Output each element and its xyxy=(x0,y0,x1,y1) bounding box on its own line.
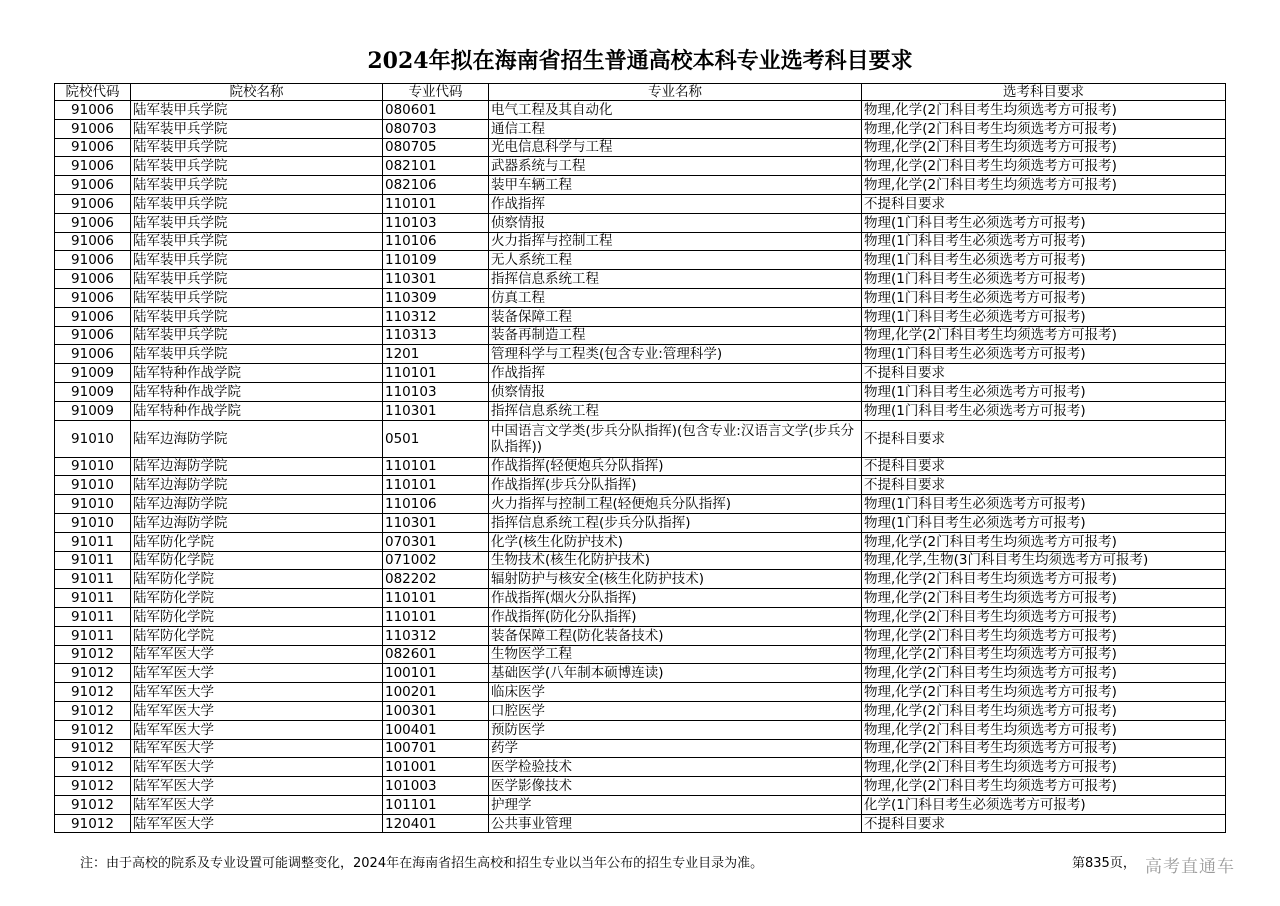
table-row xyxy=(55,101,1226,120)
watermark: 高考直通车 xyxy=(1145,857,1235,877)
cell-major-name: 无人系统工程 xyxy=(489,251,862,270)
cell-school-name: 陆军防化学院 xyxy=(131,532,383,551)
table-row xyxy=(55,251,1226,270)
table-row xyxy=(55,288,1226,307)
cell-school-code: 91006 xyxy=(55,101,131,120)
cell-school-code: 91012 xyxy=(55,814,131,833)
cell-major-code: 100401 xyxy=(383,720,489,739)
cell-school-name: 陆军军医大学 xyxy=(131,814,383,833)
cell-major-name: 生物医学工程 xyxy=(489,645,862,664)
table-row xyxy=(55,270,1226,289)
cell-school-name: 陆军装甲兵学院 xyxy=(131,213,383,232)
cell-school-code: 91010 xyxy=(55,420,131,457)
cell-school-code: 91012 xyxy=(55,777,131,796)
cell-major-code: 110312 xyxy=(383,307,489,326)
table-row xyxy=(55,532,1226,551)
cell-subject-requirement: 物理(1门科目考生必须选考方可报考) xyxy=(862,288,1226,307)
cell-major-name: 火力指挥与控制工程(轻便炮兵分队指挥) xyxy=(489,495,862,514)
cell-major-code: 110101 xyxy=(383,457,489,476)
table-row xyxy=(55,513,1226,532)
cell-school-name: 陆军军医大学 xyxy=(131,795,383,814)
cell-major-name: 侦察情报 xyxy=(489,213,862,232)
cell-school-code: 91006 xyxy=(55,213,131,232)
cell-major-code: 101003 xyxy=(383,777,489,796)
cell-major-name: 武器系统与工程 xyxy=(489,157,862,176)
cell-school-name: 陆军防化学院 xyxy=(131,589,383,608)
cell-major-code: 1201 xyxy=(383,345,489,364)
cell-school-code: 91012 xyxy=(55,739,131,758)
cell-school-code: 91012 xyxy=(55,664,131,683)
cell-school-name: 陆军装甲兵学院 xyxy=(131,194,383,213)
cell-school-code: 91011 xyxy=(55,532,131,551)
cell-subject-requirement: 物理,化学(2门科目考生均须选考方可报考) xyxy=(862,157,1226,176)
cell-major-code: 110309 xyxy=(383,288,489,307)
cell-school-name: 陆军特种作战学院 xyxy=(131,382,383,401)
cell-subject-requirement: 物理,化学(2门科目考生均须选考方可报考) xyxy=(862,119,1226,138)
cell-major-name: 装备保障工程(防化装备技术) xyxy=(489,626,862,645)
cell-subject-requirement: 不提科目要求 xyxy=(862,814,1226,833)
cell-school-name: 陆军装甲兵学院 xyxy=(131,326,383,345)
cell-major-code: 110301 xyxy=(383,270,489,289)
cell-major-name: 作战指挥(步兵分队指挥) xyxy=(489,476,862,495)
cell-major-name: 医学影像技术 xyxy=(489,777,862,796)
table-row xyxy=(55,645,1226,664)
table-row xyxy=(55,457,1226,476)
cell-subject-requirement: 不提科目要求 xyxy=(862,194,1226,213)
table-row xyxy=(55,701,1226,720)
cell-subject-requirement: 物理,化学(2门科目考生均须选考方可报考) xyxy=(862,607,1226,626)
cell-school-name: 陆军特种作战学院 xyxy=(131,364,383,383)
cell-major-name: 口腔医学 xyxy=(489,701,862,720)
cell-school-code: 91011 xyxy=(55,607,131,626)
cell-school-name: 陆军军医大学 xyxy=(131,683,383,702)
table-row xyxy=(55,364,1226,383)
cell-major-code: 082106 xyxy=(383,176,489,195)
cell-school-code: 91010 xyxy=(55,495,131,514)
cell-subject-requirement: 物理(1门科目考生必须选考方可报考) xyxy=(862,513,1226,532)
cell-major-code: 082202 xyxy=(383,570,489,589)
table-row xyxy=(55,326,1226,345)
cell-subject-requirement: 物理,化学,生物(3门科目考生均须选考方可报考) xyxy=(862,551,1226,570)
cell-major-name: 药学 xyxy=(489,739,862,758)
cell-school-name: 陆军军医大学 xyxy=(131,701,383,720)
table-row xyxy=(55,626,1226,645)
cell-major-code: 110312 xyxy=(383,626,489,645)
cell-school-name: 陆军边海防学院 xyxy=(131,457,383,476)
cell-major-code: 110101 xyxy=(383,364,489,383)
cell-school-code: 91006 xyxy=(55,326,131,345)
cell-major-name: 临床医学 xyxy=(489,683,862,702)
cell-major-code: 0501 xyxy=(383,420,489,457)
cell-subject-requirement: 物理,化学(2门科目考生均须选考方可报考) xyxy=(862,758,1226,777)
cell-major-code: 080705 xyxy=(383,138,489,157)
cell-major-name: 装备再制造工程 xyxy=(489,326,862,345)
cell-school-code: 91012 xyxy=(55,795,131,814)
cell-school-code: 91009 xyxy=(55,382,131,401)
cell-school-code: 91012 xyxy=(55,683,131,702)
table-row xyxy=(55,213,1226,232)
cell-major-name: 仿真工程 xyxy=(489,288,862,307)
cell-school-code: 91006 xyxy=(55,157,131,176)
cell-major-name: 公共事业管理 xyxy=(489,814,862,833)
table-row xyxy=(55,551,1226,570)
cell-major-code: 110101 xyxy=(383,194,489,213)
table-body xyxy=(55,101,1226,833)
cell-school-code: 91006 xyxy=(55,232,131,251)
cell-subject-requirement: 物理(1门科目考生必须选考方可报考) xyxy=(862,307,1226,326)
cell-school-name: 陆军装甲兵学院 xyxy=(131,138,383,157)
cell-school-name: 陆军装甲兵学院 xyxy=(131,288,383,307)
table-row xyxy=(55,683,1226,702)
header-school-name: 院校名称 xyxy=(131,84,383,101)
cell-major-code: 070301 xyxy=(383,532,489,551)
cell-school-name: 陆军边海防学院 xyxy=(131,495,383,514)
cell-school-name: 陆军装甲兵学院 xyxy=(131,251,383,270)
cell-subject-requirement: 化学(1门科目考生必须选考方可报考) xyxy=(862,795,1226,814)
cell-major-name: 生物技术(核生化防护技术) xyxy=(489,551,862,570)
cell-major-code: 082101 xyxy=(383,157,489,176)
table-row xyxy=(55,119,1226,138)
cell-subject-requirement: 物理,化学(2门科目考生均须选考方可报考) xyxy=(862,777,1226,796)
cell-subject-requirement: 不提科目要求 xyxy=(862,476,1226,495)
cell-major-code: 120401 xyxy=(383,814,489,833)
cell-school-code: 91006 xyxy=(55,138,131,157)
cell-school-name: 陆军军医大学 xyxy=(131,664,383,683)
cell-major-code: 110103 xyxy=(383,213,489,232)
cell-school-code: 91006 xyxy=(55,307,131,326)
cell-subject-requirement: 物理,化学(2门科目考生均须选考方可报考) xyxy=(862,532,1226,551)
cell-school-code: 91011 xyxy=(55,551,131,570)
cell-major-code: 082601 xyxy=(383,645,489,664)
cell-major-name: 指挥信息系统工程(步兵分队指挥) xyxy=(489,513,862,532)
cell-subject-requirement: 物理(1门科目考生必须选考方可报考) xyxy=(862,213,1226,232)
cell-major-code: 110101 xyxy=(383,476,489,495)
cell-school-name: 陆军军医大学 xyxy=(131,777,383,796)
footer-note: 注：由于高校的院系及专业设置可能调整变化，2024年在海南省招生高校和招生专业以当年公布的招生专业目录为准。 xyxy=(80,856,764,871)
table-row xyxy=(55,401,1226,420)
cell-subject-requirement: 物理,化学(2门科目考生均须选考方可报考) xyxy=(862,645,1226,664)
table-row xyxy=(55,739,1226,758)
cell-school-name: 陆军边海防学院 xyxy=(131,420,383,457)
cell-school-code: 91006 xyxy=(55,345,131,364)
cell-school-code: 91011 xyxy=(55,589,131,608)
cell-major-name: 化学(核生化防护技术) xyxy=(489,532,862,551)
cell-subject-requirement: 物理(1门科目考生必须选考方可报考) xyxy=(862,232,1226,251)
cell-major-code: 110301 xyxy=(383,513,489,532)
table-row xyxy=(55,720,1226,739)
cell-school-name: 陆军装甲兵学院 xyxy=(131,270,383,289)
cell-school-code: 91009 xyxy=(55,364,131,383)
cell-school-name: 陆军装甲兵学院 xyxy=(131,119,383,138)
cell-school-code: 91006 xyxy=(55,194,131,213)
cell-school-name: 陆军特种作战学院 xyxy=(131,401,383,420)
table-row xyxy=(55,232,1226,251)
cell-school-code: 91006 xyxy=(55,176,131,195)
cell-school-code: 91006 xyxy=(55,119,131,138)
cell-major-code: 100101 xyxy=(383,664,489,683)
cell-major-name: 作战指挥 xyxy=(489,194,862,213)
cell-major-name: 护理学 xyxy=(489,795,862,814)
cell-subject-requirement: 物理(1门科目考生必须选考方可报考) xyxy=(862,251,1226,270)
header-school-code: 院校代码 xyxy=(55,84,131,101)
cell-major-name: 医学检验技术 xyxy=(489,758,862,777)
table-row xyxy=(55,307,1226,326)
cell-school-name: 陆军装甲兵学院 xyxy=(131,345,383,364)
cell-school-code: 91010 xyxy=(55,457,131,476)
cell-major-code: 100201 xyxy=(383,683,489,702)
cell-major-code: 110103 xyxy=(383,382,489,401)
table-header-row xyxy=(55,84,1226,101)
table-row xyxy=(55,138,1226,157)
table-row xyxy=(55,194,1226,213)
cell-major-name: 光电信息科学与工程 xyxy=(489,138,862,157)
table-row xyxy=(55,176,1226,195)
cell-school-name: 陆军军医大学 xyxy=(131,720,383,739)
table-row xyxy=(55,814,1226,833)
table-row xyxy=(55,476,1226,495)
cell-major-name: 管理科学与工程类(包含专业:管理科学) xyxy=(489,345,862,364)
cell-school-code: 91012 xyxy=(55,645,131,664)
cell-school-name: 陆军装甲兵学院 xyxy=(131,232,383,251)
cell-school-code: 91006 xyxy=(55,270,131,289)
cell-major-name: 指挥信息系统工程 xyxy=(489,401,862,420)
cell-subject-requirement: 不提科目要求 xyxy=(862,420,1226,457)
cell-school-code: 91012 xyxy=(55,720,131,739)
cell-school-name: 陆军边海防学院 xyxy=(131,476,383,495)
table-row xyxy=(55,758,1226,777)
cell-major-name: 中国语言文学类(步兵分队指挥)(包含专业:汉语言文学(步兵分队指挥)) xyxy=(489,420,862,457)
cell-major-name: 预防医学 xyxy=(489,720,862,739)
cell-major-name: 作战指挥(烟火分队指挥) xyxy=(489,589,862,608)
cell-school-name: 陆军防化学院 xyxy=(131,607,383,626)
table-row xyxy=(55,420,1226,457)
cell-major-code: 110101 xyxy=(383,607,489,626)
header-subject-requirement: 选考科目要求 xyxy=(862,84,1226,101)
cell-major-code: 080703 xyxy=(383,119,489,138)
cell-subject-requirement: 物理,化学(2门科目考生均须选考方可报考) xyxy=(862,138,1226,157)
cell-major-code: 110301 xyxy=(383,401,489,420)
table-row xyxy=(55,589,1226,608)
cell-subject-requirement: 物理(1门科目考生必须选考方可报考) xyxy=(862,401,1226,420)
cell-school-name: 陆军防化学院 xyxy=(131,626,383,645)
cell-subject-requirement: 物理,化学(2门科目考生均须选考方可报考) xyxy=(862,326,1226,345)
cell-subject-requirement: 物理,化学(2门科目考生均须选考方可报考) xyxy=(862,176,1226,195)
cell-major-name: 基础医学(八年制本硕博连读) xyxy=(489,664,862,683)
cell-major-name: 火力指挥与控制工程 xyxy=(489,232,862,251)
cell-subject-requirement: 物理,化学(2门科目考生均须选考方可报考) xyxy=(862,589,1226,608)
cell-subject-requirement: 物理,化学(2门科目考生均须选考方可报考) xyxy=(862,101,1226,120)
cell-major-name: 电气工程及其自动化 xyxy=(489,101,862,120)
table-row xyxy=(55,607,1226,626)
cell-school-name: 陆军军医大学 xyxy=(131,758,383,777)
table-row xyxy=(55,157,1226,176)
cell-school-code: 91011 xyxy=(55,570,131,589)
requirements-table xyxy=(54,83,1226,833)
cell-school-code: 91010 xyxy=(55,476,131,495)
cell-major-name: 辐射防护与核安全(核生化防护技术) xyxy=(489,570,862,589)
cell-subject-requirement: 物理,化学(2门科目考生均须选考方可报考) xyxy=(862,664,1226,683)
cell-school-name: 陆军装甲兵学院 xyxy=(131,176,383,195)
cell-major-code: 110109 xyxy=(383,251,489,270)
table-row xyxy=(55,345,1226,364)
cell-major-code: 080601 xyxy=(383,101,489,120)
table-row xyxy=(55,495,1226,514)
cell-school-code: 91011 xyxy=(55,626,131,645)
cell-school-code: 91006 xyxy=(55,251,131,270)
table-row xyxy=(55,777,1226,796)
cell-major-name: 作战指挥(防化分队指挥) xyxy=(489,607,862,626)
cell-subject-requirement: 物理,化学(2门科目考生均须选考方可报考) xyxy=(862,626,1226,645)
cell-major-code: 110101 xyxy=(383,589,489,608)
cell-major-code: 110106 xyxy=(383,232,489,251)
cell-subject-requirement: 物理(1门科目考生必须选考方可报考) xyxy=(862,495,1226,514)
table-row xyxy=(55,382,1226,401)
cell-school-name: 陆军装甲兵学院 xyxy=(131,157,383,176)
cell-subject-requirement: 物理,化学(2门科目考生均须选考方可报考) xyxy=(862,739,1226,758)
cell-subject-requirement: 物理(1门科目考生必须选考方可报考) xyxy=(862,382,1226,401)
cell-major-code: 100701 xyxy=(383,739,489,758)
cell-subject-requirement: 物理(1门科目考生必须选考方可报考) xyxy=(862,345,1226,364)
cell-school-name: 陆军防化学院 xyxy=(131,551,383,570)
table-row xyxy=(55,570,1226,589)
cell-school-name: 陆军军医大学 xyxy=(131,739,383,758)
header-major-code: 专业代码 xyxy=(383,84,489,101)
cell-school-code: 91006 xyxy=(55,288,131,307)
cell-school-name: 陆军防化学院 xyxy=(131,570,383,589)
header-major-name: 专业名称 xyxy=(489,84,862,101)
cell-major-name: 侦察情报 xyxy=(489,382,862,401)
cell-major-code: 101101 xyxy=(383,795,489,814)
cell-school-code: 91009 xyxy=(55,401,131,420)
cell-major-name: 装备保障工程 xyxy=(489,307,862,326)
cell-subject-requirement: 物理,化学(2门科目考生均须选考方可报考) xyxy=(862,701,1226,720)
cell-major-code: 110313 xyxy=(383,326,489,345)
cell-major-name: 指挥信息系统工程 xyxy=(489,270,862,289)
cell-school-code: 91012 xyxy=(55,758,131,777)
cell-subject-requirement: 物理,化学(2门科目考生均须选考方可报考) xyxy=(862,570,1226,589)
cell-school-name: 陆军军医大学 xyxy=(131,645,383,664)
cell-major-name: 作战指挥 xyxy=(489,364,862,383)
cell-school-code: 91012 xyxy=(55,701,131,720)
cell-school-name: 陆军装甲兵学院 xyxy=(131,101,383,120)
cell-major-name: 装甲车辆工程 xyxy=(489,176,862,195)
cell-major-name: 通信工程 xyxy=(489,119,862,138)
cell-major-code: 101001 xyxy=(383,758,489,777)
cell-subject-requirement: 物理(1门科目考生必须选考方可报考) xyxy=(862,270,1226,289)
cell-subject-requirement: 物理,化学(2门科目考生均须选考方可报考) xyxy=(862,683,1226,702)
table-row xyxy=(55,795,1226,814)
cell-major-code: 110106 xyxy=(383,495,489,514)
cell-major-code: 100301 xyxy=(383,701,489,720)
cell-school-name: 陆军边海防学院 xyxy=(131,513,383,532)
cell-school-code: 91010 xyxy=(55,513,131,532)
cell-school-name: 陆军装甲兵学院 xyxy=(131,307,383,326)
page-title: 2024年拟在海南省招生普通高校本科专业选考科目要求 xyxy=(367,48,913,74)
table-row xyxy=(55,664,1226,683)
cell-subject-requirement: 不提科目要求 xyxy=(862,457,1226,476)
cell-subject-requirement: 不提科目要求 xyxy=(862,364,1226,383)
cell-major-code: 071002 xyxy=(383,551,489,570)
cell-major-name: 作战指挥(轻便炮兵分队指挥) xyxy=(489,457,862,476)
page-number: 第835页， xyxy=(1072,856,1136,871)
cell-subject-requirement: 物理,化学(2门科目考生均须选考方可报考) xyxy=(862,720,1226,739)
